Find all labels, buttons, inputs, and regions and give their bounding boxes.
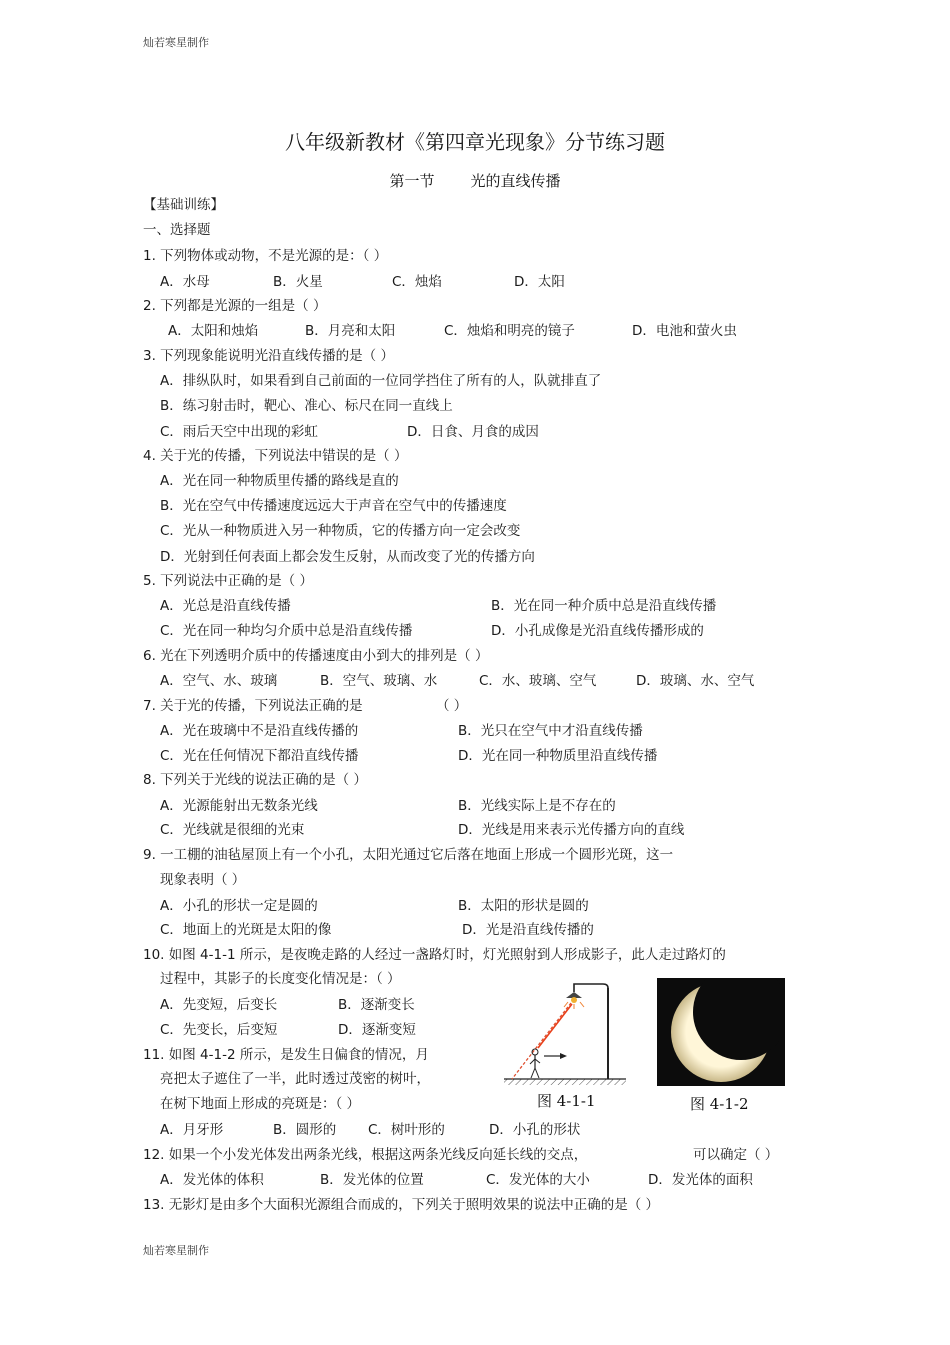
q3-stem: 3. 下列现象能说明光沿直线传播的是（ ） xyxy=(143,348,394,364)
q2-option-b: B．月亮和太阳 xyxy=(305,323,396,339)
q1-option-c: C．烛焰 xyxy=(392,274,442,290)
q7-stem: 7. 关于光的传播，下列说法正确的是 xyxy=(143,698,363,714)
q1-option-d: D．太阳 xyxy=(514,274,565,290)
q12-option-b: B．发光体的位置 xyxy=(320,1172,424,1188)
q2-option-d: D．电池和萤火虫 xyxy=(632,323,737,339)
figure-4-1-2-caption: 图 4-1-2 xyxy=(690,1095,749,1113)
q1-stem: 1. 下列物体或动物，不是光源的是：（ ） xyxy=(143,248,388,264)
q10-option-d: D．逐渐变短 xyxy=(338,1022,416,1038)
q5-option-c: C．光在同一种均匀介质中总是沿直线传播 xyxy=(160,623,413,639)
q6-stem: 6. 光在下列透明介质中的传播速度由小到大的排列是（ ） xyxy=(143,648,489,664)
figure-4-1-1-caption: 图 4-1-1 xyxy=(537,1092,596,1110)
q7-option-b: B．光只在空气中才沿直线传播 xyxy=(458,723,643,739)
q1-option-b: B．火星 xyxy=(273,274,323,290)
q10-option-c: C．先变长，后变短 xyxy=(160,1022,278,1038)
q4-option-b: B．光在空气中传播速度远远大于声音在空气中的传播速度 xyxy=(160,498,507,514)
page-title: 八年级新教材《第四章光现象》分节练习题 xyxy=(285,130,665,154)
q12-option-d: D．发光体的面积 xyxy=(648,1172,753,1188)
training-label: 【基础训练】 xyxy=(143,197,224,213)
q8-option-d: D．光线是用来表示光传播方向的直线 xyxy=(458,822,685,838)
q10-option-b: B．逐渐变长 xyxy=(338,997,415,1013)
q5-option-a: A．光总是沿直线传播 xyxy=(160,598,291,614)
q12-stem-tail: 可以确定（ ） xyxy=(693,1147,779,1163)
q4-option-a: A．光在同一种物质里传播的路线是直的 xyxy=(160,473,399,489)
section-number: 第一节 xyxy=(389,172,435,190)
q8-option-b: B．光线实际上是不存在的 xyxy=(458,798,616,814)
q5-stem: 5. 下列说法中正确的是（ ） xyxy=(143,573,313,589)
q5-option-b: B．光在同一种介质中总是沿直线传播 xyxy=(491,598,717,614)
q6-option-a: A．空气、水、玻璃 xyxy=(160,673,278,689)
q9-option-a: A．小孔的形状一定是圆的 xyxy=(160,898,318,914)
q4-stem: 4. 关于光的传播，下列说法中错误的是（ ） xyxy=(143,448,408,464)
q12-option-a: A．发光体的体积 xyxy=(160,1172,264,1188)
q9-stem: 9. 一工棚的油毡屋顶上有一个小孔，太阳光通过它后落在地面上形成一个圆形光斑，这一 xyxy=(143,847,674,863)
q11-stem-continued-2: 在树下地面上形成的亮斑是：（ ） xyxy=(160,1096,361,1112)
q8-stem: 8. 下列关于光线的说法正确的是（ ） xyxy=(143,772,367,788)
part-label: 一、选择题 xyxy=(143,222,211,238)
q2-option-c: C．烛焰和明亮的镜子 xyxy=(444,323,575,339)
q8-option-a: A．光源能射出无数条光线 xyxy=(160,798,318,814)
q13-stem: 13. 无影灯是由多个大面积光源组合而成的，下列关于照明效果的说法中正确的是（ ） xyxy=(143,1197,660,1213)
street-lamp-figure xyxy=(500,980,630,1086)
q12-stem: 12. 如果一个小发光体发出两条光线，根据这两条光线反向延长线的交点， xyxy=(143,1147,588,1163)
q7-option-c: C．光在任何情况下都沿直线传播 xyxy=(160,748,359,764)
q2-stem: 2. 下列都是光源的一组是（ ） xyxy=(143,298,327,314)
page-header: 灿若寒星制作 xyxy=(143,36,209,49)
q3-option-c: C．雨后天空中出现的彩虹 xyxy=(160,424,318,440)
q6-option-d: D．玻璃、水、空气 xyxy=(636,673,755,689)
q11-option-d: D．小孔的形状 xyxy=(489,1122,581,1138)
q6-option-c: C．水、玻璃、空气 xyxy=(479,673,597,689)
q11-option-a: A．月牙形 xyxy=(160,1122,224,1138)
q5-option-d: D．小孔成像是光沿直线传播形成的 xyxy=(491,623,704,639)
q9-option-c: C．地面上的光斑是太阳的像 xyxy=(160,922,332,938)
q9-option-d: D．光是沿直线传播的 xyxy=(462,922,594,938)
q3-option-a: A．排纵队时，如果看到自己前面的一位同学挡住了所有的人，队就排直了 xyxy=(160,373,602,389)
q1-option-a: A．水母 xyxy=(160,274,210,290)
q10-option-a: A．先变短，后变长 xyxy=(160,997,278,1013)
q10-stem: 10. 如图 4-1-1 所示，是夜晚走路的人经过一盏路灯时，灯光照射到人形成影子，此人走过路灯的 xyxy=(143,947,726,963)
q3-option-b: B．练习射击时，靶心、准心、标尺在同一直线上 xyxy=(160,398,453,414)
q7-option-a: A．光在玻璃中不是沿直线传播的 xyxy=(160,723,359,739)
q11-option-b: B．圆形的 xyxy=(273,1122,337,1138)
q11-stem-continued: 亮把太子遮住了一半，此时透过茂密的树叶， xyxy=(160,1071,430,1087)
q11-option-c: C．树叶形的 xyxy=(368,1122,445,1138)
q2-option-a: A．太阳和烛焰 xyxy=(168,323,259,339)
q7-answer-paren: （ ） xyxy=(436,698,468,714)
q10-stem-continued: 过程中，其影子的长度变化情况是：（ ） xyxy=(160,971,401,987)
page-footer: 灿若寒星制作 xyxy=(143,1244,209,1257)
q6-option-b: B．空气、玻璃、水 xyxy=(320,673,438,689)
section-title xyxy=(0,170,950,191)
q8-option-c: C．光线就是很细的光束 xyxy=(160,822,305,838)
q11-stem: 11. 如图 4-1-2 所示，是发生日偏食的情况，月 xyxy=(143,1047,429,1063)
solar-eclipse-photo xyxy=(657,978,785,1086)
q7-option-d: D．光在同一种物质里沿直线传播 xyxy=(458,748,658,764)
q4-option-d: D．光射到任何表面上都会发生反射，从而改变了光的传播方向 xyxy=(160,549,535,565)
section-name: 光的直线传播 xyxy=(470,172,561,190)
q4-option-c: C．光从一种物质进入另一种物质，它的传播方向一定会改变 xyxy=(160,523,521,539)
q9-stem-continued: 现象表明（ ） xyxy=(160,872,246,888)
q3-option-d: D．日食、月食的成因 xyxy=(407,424,539,440)
q9-option-b: B．太阳的形状是圆的 xyxy=(458,898,589,914)
q12-option-c: C．发光体的大小 xyxy=(486,1172,590,1188)
